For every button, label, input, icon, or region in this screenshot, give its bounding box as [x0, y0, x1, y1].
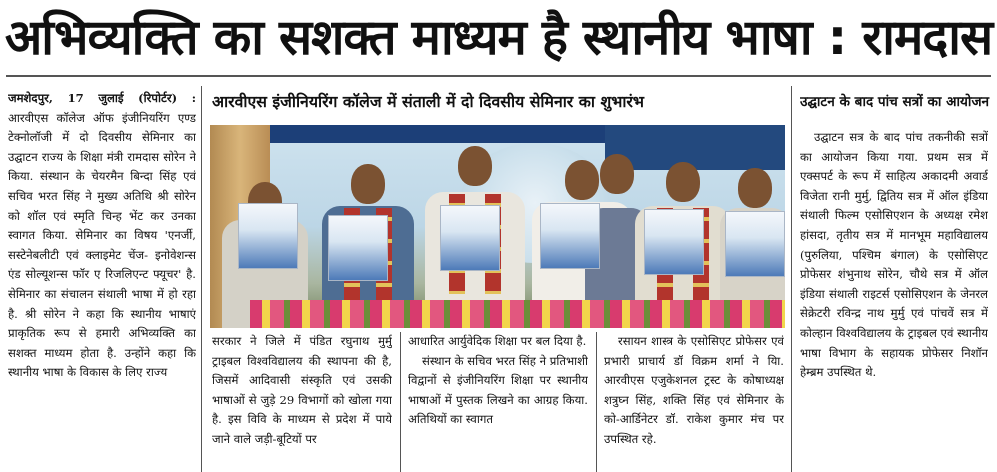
booklet-4	[540, 203, 600, 269]
article-body-1: आरवीएस कॉलेज ऑफ इंजीनियरिंग एण्ड टेक्नोलॉजी में दो दिवसीय सेमिनार का उद्घाटन राज्य के शिक्षा मंत्री रामदास सोरेन ने किया. संस्थान के चेयरमैन बिन्दा सिंह एवं सचिव भरत सिंह ने मुख्य अतिथि श्री सोरेन को शॉल एवं स्मृति चिन्ह भेंट कर उनका स्वागत किया. सेमिनार का विषय 'एनर्जी, सस्टेनेबलीटी एवं क्लाइमेट चेंज- इनोवेशन्स एंड सोल्यूशन्स फॉर ए रिजलिएन्ट फ्यूचर' है. सेमिनार का संचालन संथाली भाषा में हो रहा है. श्री सोरेन ने कहा कि स्थानीय भाषाएं प्राकृतिक रूप से हमारी अभिव्यक्ति का सशक्त माध्यम होता है. उन्होंने कहा कि स्थानीय भाषा के विकास के लिए राज्य	[8, 110, 196, 380]
article-column-4	[604, 332, 784, 472]
headline-rule	[6, 75, 991, 77]
booklet-5	[644, 209, 704, 275]
booklet-1	[238, 203, 298, 269]
article-column-3	[408, 332, 588, 472]
booklet-6	[725, 211, 785, 277]
article-body-2: सरकार ने जिले में पंडित रघुनाथ मुर्मु ट्राइबल विश्वविद्यालय की स्थापना की है, जिसमें आदिवासी संस्कृति एवं उसकी भाषाओं से जुड़े 29 विभागों को खोला गया है. इस विवि के माध्यम से प्रदेश में पाये जाने वाले जड़ी-बूटियों पर	[212, 334, 392, 446]
article-body-3a: आधारित आर्युवेदिक शिक्षा पर बल दिया है.	[408, 334, 587, 348]
article-column-2	[212, 332, 392, 472]
article-column-1	[8, 89, 196, 472]
flower-decoration	[250, 300, 785, 328]
article-body-3b: संस्थान के सचिव भरत सिंह ने प्रतिभाशी विद्वानों से इंजीनियरिंग शिक्षा पर स्थानीय भाषाओं में पुस्तक लिखने का आग्रह किया. अतिथियों का स्वागत	[408, 353, 588, 427]
column-divider-1	[201, 86, 202, 472]
column-divider-2	[791, 86, 792, 472]
photo-heading: आरवीएस इंजीनियरिंग कॉलेज में संताली में दो दिवसीय सेमिनार का शुभारंभ	[212, 92, 644, 111]
event-photo	[210, 125, 785, 328]
headline: अभिव्यक्ति का सशक्त माध्यम है स्थानीय भाषा : रामदास	[4, 9, 993, 66]
article-body-4: रसायन शास्त्र के एसोसिएट प्रोफेसर एवं प्रभारी प्राचार्य डॉ विक्रम शर्मा ने यिा. आरवीएस एजुकेशनल ट्रस्ट के कोषाध्यक्ष शत्रुघ्न सिंह, शक्ति सिंह एवं सेमिनार के को-आर्डिनेटर डॉ. राकेश कुमार मंच पर उपस्थित रहे.	[604, 334, 784, 446]
article-body-5: उद्घाटन सत्र के बाद पांच तकनीकी सत्रों का आयोजन किया गया. प्रथम सत्र में एक्सपर्ट के रूप में साहित्य अकादमी अवार्ड विजेता रानी मुर्मु, द्वितिय सत्र में ऑल इंडिया संथाली फिल्म एसोसिएशन के अध्यक्ष रमेश हांसदा, तृतीय सत्र में मानभूम महाविद्यालय (पुरुलिया, पश्चिम बंगाल) के एसोसिएट प्रोफेसर शंभुनाथ सोरेन, चौथे सत्र में ऑल इंडिया संथाली राइटर्स एसोसिएशन के जेनरल सेक्रेटरी रविन्द्र नाथ मुर्मु एवं पांचवें सत्र में कोल्हान विश्वविद्यालय के ट्राइबल एवं स्थानीय भाषा विभाग के सहायक प्रोफेसर निशॉन हेम्ब्रम उपस्थित थे.	[800, 130, 988, 380]
column-divider-4	[596, 332, 597, 472]
dateline: जमशेदपुर, 17 जुलाई (रिपोर्टर) :	[8, 91, 196, 105]
column-divider-3	[400, 332, 401, 472]
side-heading: उद्घाटन के बाद पांच सत्रों का आयोजन	[800, 94, 990, 110]
booklet-3	[440, 205, 500, 271]
article-column-5	[800, 128, 988, 472]
booklet-2	[328, 215, 388, 281]
